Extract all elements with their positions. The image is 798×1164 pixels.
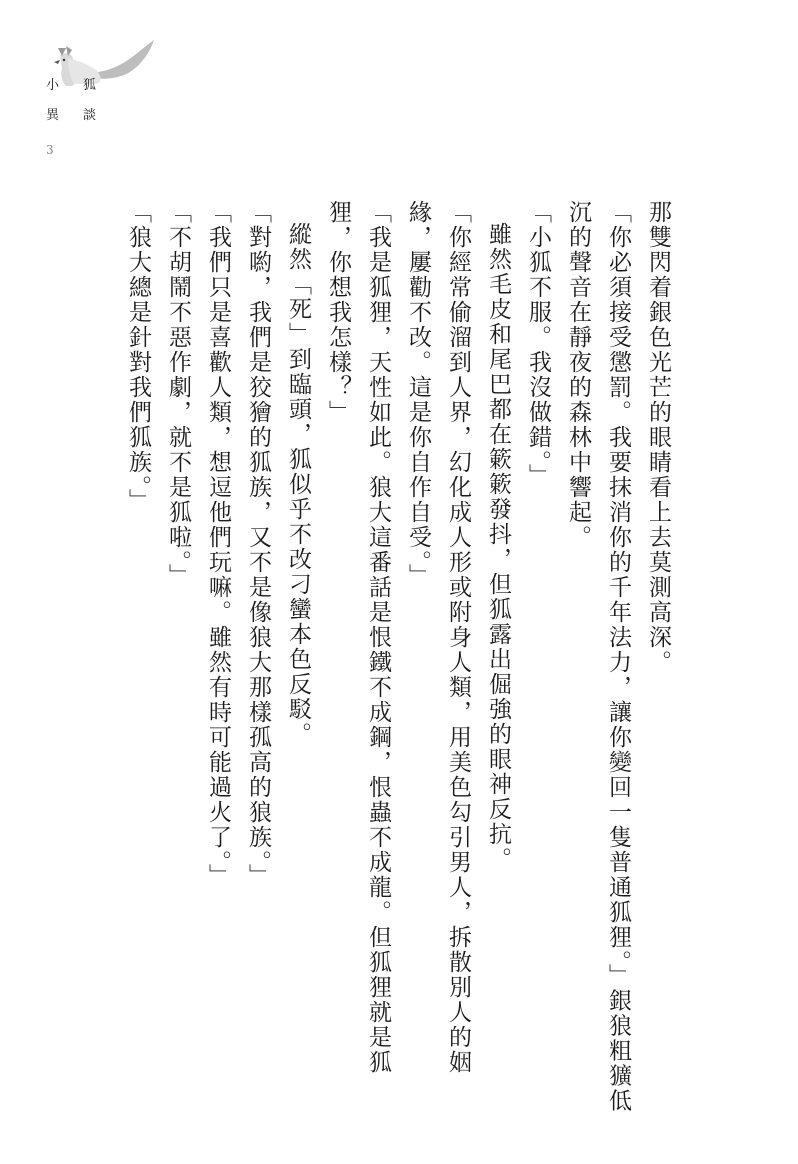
- paragraph: 「我們只是喜歡人類，想逗他們玩嘛。雖然有時可能過火了。」: [205, 200, 231, 889]
- paragraph: 「你必須接受懲罰。我要抹消你的千年法力，讓你變回一隻普通狐狸。」銀狼粗獷低沉的聲音在靜夜的森林中響起。: [565, 200, 631, 1114]
- paragraph: 「小狐不服。我沒做錯。」: [525, 200, 551, 489]
- paragraph: 「不胡鬧不惡作劇，就不是狐啦。」: [165, 200, 191, 589]
- paragraph: 「對喲，我們是狡獪的狐族，又不是像狼大那樣孤高的狼族。」: [245, 200, 271, 889]
- page-number: 3: [46, 143, 54, 157]
- paragraph: 「狼大總是針對我們狐族。」: [125, 200, 151, 514]
- paragraph: 雖然毛皮和尾巴都在簌簌發抖，但狐露出倔強的眼神反抗。: [485, 222, 511, 872]
- paragraph: 「我是狐狸，天性如此。狼大這番話是恨鐵不成鋼，恨蟲不成龍。但狐狸就是狐狸，你想我怎樣？」: [325, 200, 391, 1075]
- paragraph: 「你經常偷溜到人界，幻化成人形或附身人類，用美色勾引男人，拆散別人的姻緣，屢勸不改。這是你自作自受。」: [405, 200, 471, 1075]
- paragraph: 那雙閃着銀色光芒的眼睛看上去莫測高深。: [645, 200, 671, 675]
- book-title-line2: 異談: [46, 108, 121, 123]
- book-title-line1: 小狐: [46, 78, 121, 93]
- body-text: [125, 200, 678, 1120]
- paragraph: 縱然「死」到臨頭，狐似乎不改刁蠻本色反駁。: [285, 222, 311, 747]
